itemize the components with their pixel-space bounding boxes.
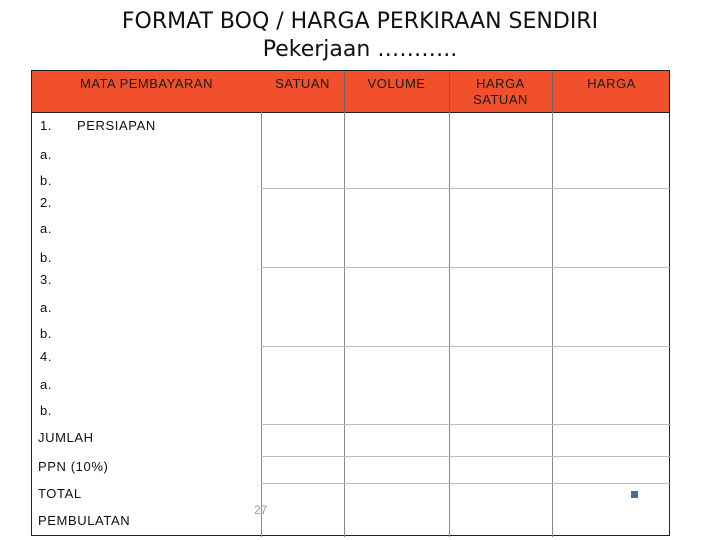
column-divider [552, 112, 553, 537]
row-number: b. [40, 403, 53, 418]
header-volume: VOLUME [367, 76, 426, 91]
header-divider [449, 71, 450, 112]
row-number: a. [40, 221, 53, 236]
page-subtitle: Pekerjaan ……….. [262, 37, 458, 62]
row-number: b. [40, 250, 53, 265]
row-number: 3. [40, 272, 53, 287]
header-divider [552, 71, 553, 112]
summary-total: TOTAL [38, 486, 82, 501]
summary-jumlah: JUMLAH [38, 430, 94, 445]
row-number: a. [40, 147, 53, 162]
row-number: b. [40, 326, 53, 341]
summary-ppn: PPN (10%) [38, 459, 109, 474]
page-title: FORMAT BOQ / HARGA PERKIRAAN SENDIRI [121, 9, 599, 34]
column-divider [449, 112, 450, 537]
header-harga-satuan [449, 76, 552, 108]
summary-pembulatan: PEMBULATAN [38, 513, 131, 528]
header-harga-satuan-line1: HARGA [476, 76, 525, 91]
row-number: 1. [40, 118, 53, 133]
column-divider [261, 112, 262, 537]
slide-marker-icon [631, 491, 638, 498]
row-divider [261, 424, 671, 425]
row-number: 4. [40, 349, 53, 364]
page-number: 27 [254, 503, 268, 517]
row-divider [261, 456, 671, 457]
row-number: a. [40, 377, 53, 392]
header-mata-pembayaran: MATA PEMBAYARAN [80, 76, 213, 91]
row-divider [261, 346, 671, 347]
row-number: 2. [40, 195, 53, 210]
header-satuan: SATUAN [275, 76, 330, 91]
row-divider [261, 483, 671, 484]
row-label-persiapan: PERSIAPAN [77, 118, 156, 133]
row-number: a. [40, 300, 53, 315]
row-divider [261, 267, 671, 268]
row-number: b. [40, 173, 53, 188]
header-divider [344, 71, 345, 112]
header-harga-satuan-line2: SATUAN [473, 92, 528, 107]
row-divider [261, 188, 671, 189]
header-harga: HARGA [587, 76, 636, 91]
boq-table [31, 70, 670, 536]
column-divider [344, 112, 345, 537]
